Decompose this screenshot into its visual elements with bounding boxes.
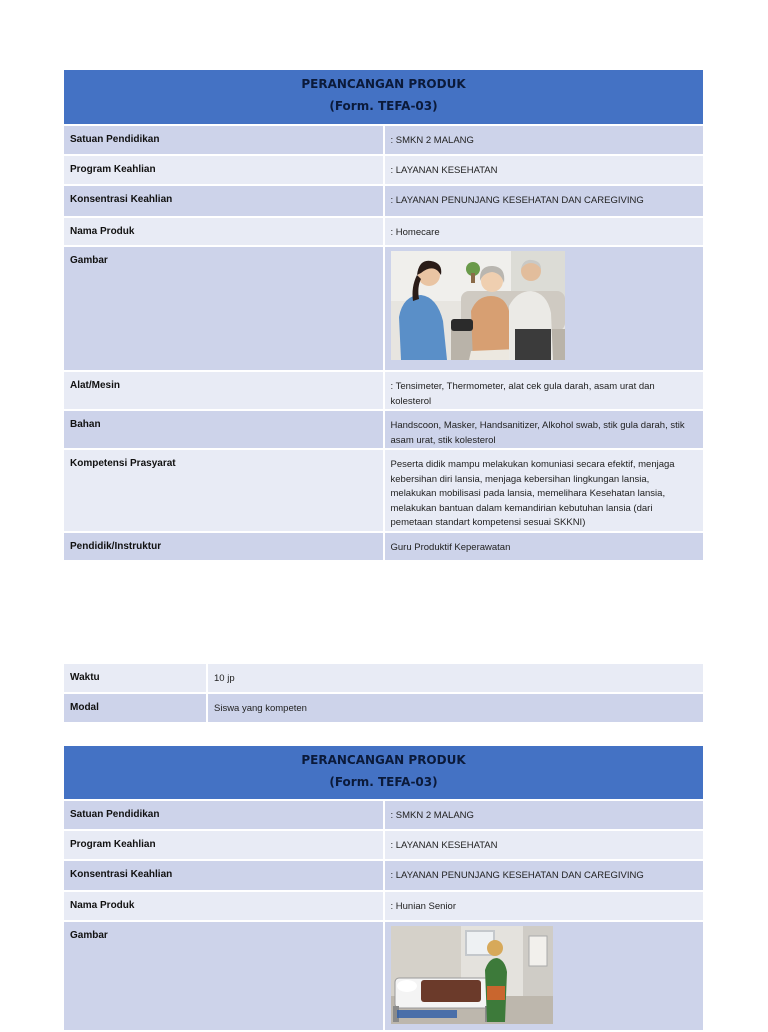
table-row — [64, 371, 703, 410]
form-title: PERANCANGAN PRODUK — [301, 753, 466, 767]
hunian-senior-photo — [391, 926, 553, 1024]
table-row — [64, 664, 703, 693]
row-label: Kompetensi Prasyarat — [70, 458, 176, 469]
row-value: 10 jp — [214, 673, 235, 684]
row-value: : LAYANAN KESEHATAN — [390, 165, 498, 176]
row-label: Waktu — [70, 672, 100, 683]
row-label: Satuan Pendidikan — [70, 134, 160, 145]
row-value: Guru Produktif Keperawatan — [390, 541, 511, 553]
row-label: Konsentrasi Keahlian — [70, 869, 173, 880]
row-label: Gambar — [70, 930, 108, 941]
row-value: : SMKN 2 MALANG — [390, 135, 474, 146]
table-row — [64, 217, 703, 246]
form-header — [64, 746, 703, 800]
row-label: Nama Produk — [70, 226, 135, 237]
table-row — [64, 693, 703, 723]
row-label: Pendidik/Instruktur — [70, 540, 162, 552]
row-label: Bahan — [70, 419, 101, 430]
table-row — [64, 410, 703, 449]
row-label: Satuan Pendidikan — [70, 809, 160, 820]
row-value: : LAYANAN PENUNJANG KESEHATAN DAN CAREGIVING — [390, 195, 644, 206]
form-code: (Form. TEFA-03) — [329, 99, 438, 113]
row-value: : Homecare — [390, 227, 440, 238]
table-row — [64, 246, 703, 371]
row-value: : LAYANAN KESEHATAN — [390, 840, 498, 851]
row-value: : Tensimeter, Thermometer, alat cek gula darah, asam urat dan kolesterol — [390, 381, 655, 407]
row-label: Konsentrasi Keahlian — [70, 194, 173, 205]
row-value: : Hunian Senior — [390, 901, 456, 912]
row-label: Modal — [70, 702, 99, 713]
table-row — [64, 921, 703, 1031]
row-label: Nama Produk — [70, 900, 135, 911]
row-label: Program Keahlian — [70, 839, 156, 850]
row-label: Gambar — [70, 255, 108, 266]
table-row — [64, 185, 703, 217]
form-table-hunian-senior — [64, 746, 703, 1032]
table-row — [64, 800, 703, 830]
row-label: Alat/Mesin — [70, 380, 121, 391]
form-code: (Form. TEFA-03) — [329, 775, 438, 789]
table-row — [64, 125, 703, 155]
table-row — [64, 155, 703, 185]
form-header — [64, 70, 703, 125]
form-table-homecare-continued — [64, 664, 703, 724]
table-row — [64, 449, 703, 532]
form-table-homecare — [64, 70, 703, 562]
row-value: Peserta didik mampu melakukan komuniasi secara efektif, menjaga kebersihan diri lansia, menjaga kebersihan lingkungan lansia, melakukan mobilisasi pada lansia, memelihara Kesehatan lansia, melakukan bantuan dalam kemandirian kebutuhan lansia (dari pemetaan standart kompetensi sesuai SKKNI) — [390, 459, 675, 528]
row-value: Siswa yang kompeten — [214, 703, 307, 714]
homecare-photo — [391, 251, 565, 360]
row-value: : SMKN 2 MALANG — [390, 810, 474, 821]
row-label: Program Keahlian — [70, 164, 156, 175]
table-row — [64, 532, 703, 561]
row-value: Handscoon, Masker, Handsanitizer, Alkohol swab, stik gula darah, stik asam urat, stik kolesterol — [390, 420, 685, 446]
row-value: : LAYANAN PENUNJANG KESEHATAN DAN CAREGIVING — [390, 870, 644, 881]
table-row — [64, 891, 703, 921]
table-row — [64, 860, 703, 891]
form-title: PERANCANGAN PRODUK — [301, 77, 466, 91]
table-row — [64, 830, 703, 860]
